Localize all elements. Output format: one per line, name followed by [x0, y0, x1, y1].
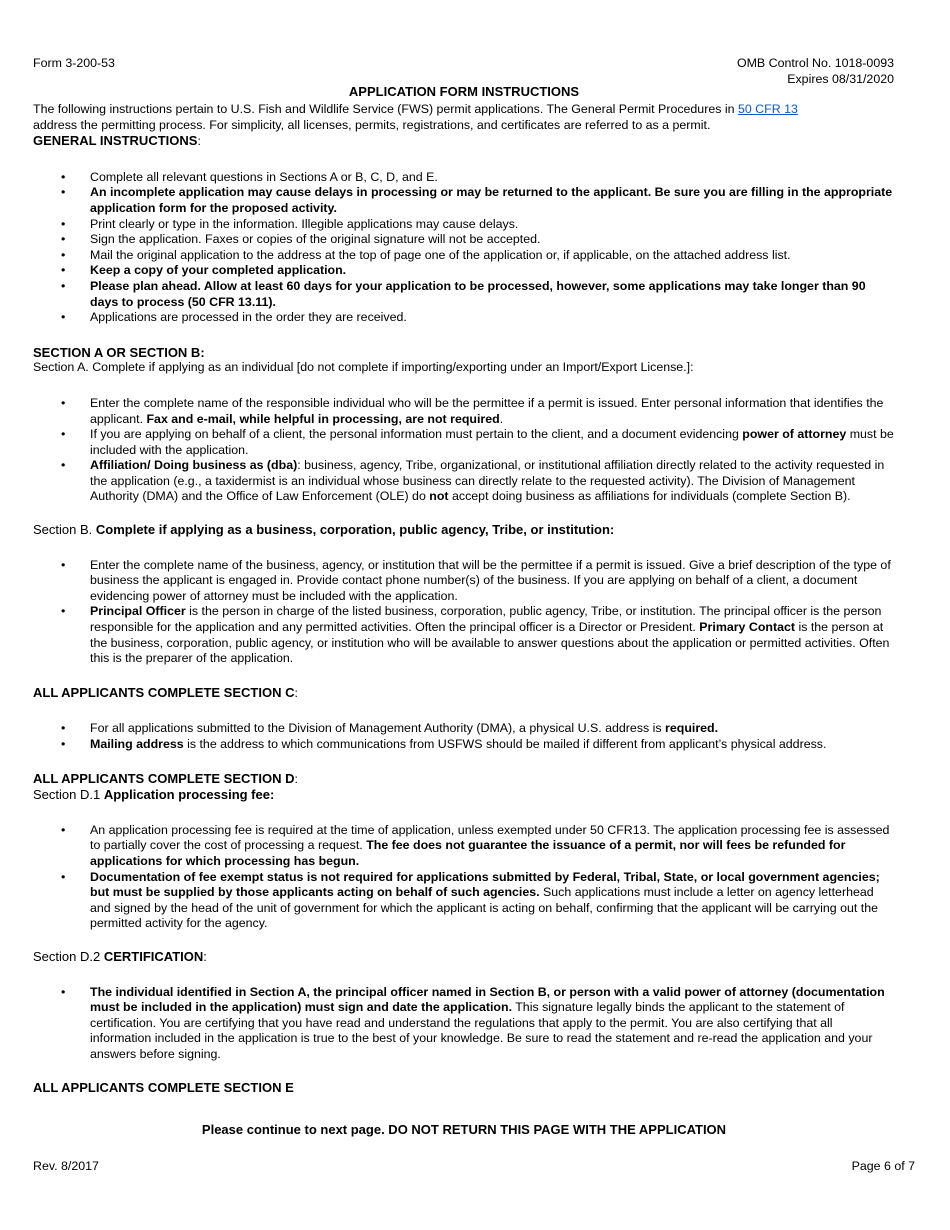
- text: is the person at the business, corporation, public agency, or institution who will be available to answer questions about the application or permitted activities. Often this is the preparer of the application.: [90, 620, 890, 666]
- text: If you are applying on behalf of a client, the personal information must pertain to the client, and a document evidencing: [90, 427, 743, 442]
- text: :: [294, 771, 298, 786]
- section-d1-heading: [33, 787, 895, 803]
- text-bold: ALL APPLICANTS COMPLETE SECTION D: [33, 770, 295, 786]
- text: is the person in charge of the listed business, corporation, public agency, Tribe, or institution. The principal officer is the person responsible for the application and any permitted activities. Often the principal officer is a Director or President.: [90, 604, 882, 635]
- text-bold: Primary Contact: [699, 620, 796, 635]
- text: must be included with the application.: [90, 427, 894, 457]
- text: Section B.: [33, 522, 96, 538]
- text: This signature legally binds the applicant to the statement of certification. You are certifying that you have read and understand the regulations that apply to the permit. You are also certifying that all information included in the application is true to the best of your knowledge. Be sure to read the statement and re-read the application and your answers before signing.: [90, 1000, 873, 1061]
- list-item: • Enter the complete name of the business, agency, or institution that will be the permittee if a permit is issued. Give a brief description of the type of business the applicant is engaged in. Provide contact phone number(s) of the business. If you are applying on behalf of a client, a document evidencing power of attorney must be included with the application.: [33, 558, 895, 605]
- section-e-heading: ALL APPLICANTS COMPLETE SECTION E: [33, 1079, 294, 1095]
- general-heading: [33, 133, 895, 150]
- intro-text-2: address the permitting process. For simplicity, all licenses, permits, registrations, and certificates are referred to as a permit.: [33, 117, 711, 132]
- text-bold: Complete if applying as a business, corporation, public agency, Tribe, or institution:: [95, 522, 615, 538]
- intro-text: The following instructions pertain to U.S. Fish and Wildlife Service (FWS) permit applications. The General Permit Procedures in: [33, 102, 738, 116]
- text-bold: Fax and e-mail, while helpful in processing, are not required: [146, 411, 500, 426]
- instructions-body: [33, 102, 895, 1095]
- list-item: • Print clearly or type in the information. Illegible applications may cause delays.: [33, 217, 895, 233]
- text: .: [499, 411, 504, 426]
- text-bold: Affiliation/ Doing business as (dba): [90, 458, 298, 473]
- section-c-list: [33, 721, 895, 752]
- text: is the address to which communications from USFWS should be mailed if different from applicant’s physical address.: [183, 737, 827, 751]
- form-number: Form 3-200-53: [33, 56, 115, 70]
- list-item: • Mail the original application to the address at the top of page one of the application or, if applicable, on the attached address list.: [33, 248, 895, 264]
- omb-block: [737, 56, 894, 87]
- text-bold: Documentation of fee exempt status is not required for applications submitted by Federal, Tribal, State, or local government agencies; but must be supplied by those applicants acting on behalf of such agencies.: [90, 869, 880, 900]
- section-c-heading: [33, 685, 895, 702]
- section-d1-list: [33, 823, 895, 932]
- section-a-list: [33, 396, 895, 505]
- list-item: [33, 263, 895, 279]
- list-item: • Complete all relevant questions in Sections A or B, C, D, and E.: [33, 170, 895, 186]
- section-a-line: Section A. Complete if applying as an individual [do not complete if importing/exporting under an Import/Export License.]:: [33, 360, 694, 375]
- text-bold: ALL APPLICANTS COMPLETE SECTION C: [33, 684, 295, 700]
- list-item: • Applications are processed in the order they are received.: [33, 310, 895, 326]
- omb-control-number: OMB Control No. 1018-0093: [736, 56, 894, 70]
- text: An application processing fee is required at the time of application, unless exempted under 50 CFR13. The application processing fee is assessed to partially cover the cost of processing a request.: [90, 822, 890, 853]
- text: Enter the complete name of the responsible individual who will be the permittee if a permit is issued. Enter personal information that identifies the applicant.: [90, 395, 884, 426]
- text-bold: not: [429, 489, 449, 504]
- text-bold: Principal Officer: [90, 604, 186, 619]
- cfr-link[interactable]: 50 CFR 13: [737, 102, 798, 116]
- list-item: [33, 985, 895, 1063]
- text-bold: Application processing fee:: [103, 787, 275, 803]
- text: Such applications must include a letter on agency letterhead and signed by the head of the unit of government for which the applicant is acting on behalf, confirming that the applicant will be carrying out the permitted activity for the agency.: [90, 885, 878, 931]
- general-heading-text: GENERAL INSTRUCTIONS: [33, 133, 198, 149]
- text: Section D.2: [33, 948, 104, 964]
- general-list: [33, 170, 895, 326]
- list-item-bold: An incomplete application may cause delays in processing or may be returned to the applicant. Be sure you are filling in the appropriate application form for the proposed activity.: [90, 185, 893, 215]
- list-item: [33, 458, 895, 505]
- list-item: [33, 823, 895, 870]
- text: :: [294, 685, 298, 700]
- text-bold: power of attorney: [742, 427, 847, 442]
- page-title: APPLICATION FORM INSTRUCTIONS: [348, 84, 580, 99]
- section-b-heading: [33, 522, 895, 538]
- list-item-bold: Keep a copy of your completed application.: [90, 263, 347, 278]
- list-item: [33, 427, 895, 458]
- text: For all applications submitted to the Division of Management Authority (DMA), a physical U.S. address is: [90, 721, 666, 736]
- section-d2-heading: [33, 949, 895, 965]
- section-ab-heading: SECTION A OR SECTION B:: [33, 344, 205, 360]
- page-number: Page 6 of 7: [851, 1159, 915, 1173]
- list-item: [33, 737, 895, 753]
- text: : business, agency, Tribe, organizational, or institutional affiliation directly related to the activity requested in the application (e.g., a taxidermist is an individual whose business can directly relate to the requested activity). The Division of Management Authority (DMA) and the Office of Law Enforcement (OLE) do: [90, 458, 885, 504]
- general-heading-colon: :: [197, 134, 201, 149]
- list-item: [33, 721, 895, 737]
- revision-label: Rev. 8/2017: [33, 1159, 99, 1173]
- text: :: [203, 948, 207, 964]
- expiration-date: Expires 08/31/2020: [787, 71, 894, 86]
- text-bold: Mailing address: [90, 737, 184, 751]
- list-item: [33, 604, 895, 666]
- list-item: [33, 279, 895, 310]
- list-item: [33, 396, 895, 427]
- text: accept doing business as affiliations for individuals (complete Section B).: [448, 489, 851, 504]
- section-b-list: [33, 558, 895, 667]
- text-bold: The fee does not guarantee the issuance of a permit, nor will fees be refunded for applications for which processing has begun.: [90, 838, 846, 868]
- list-item-bold: Please plan ahead. Allow at least 60 days for your application to be processed, however, some applications may take longer than 90 days to process (50 CFR 13.11).: [90, 278, 866, 309]
- text: Section D.1: [33, 787, 104, 803]
- intro-paragraph: [33, 102, 895, 133]
- section-d-heading: [33, 771, 895, 788]
- text-bold: The individual identified in Section A, the principal officer named in Section B, or person with a valid power of attorney (documentation must be included in the application) must sign and date the application.: [90, 984, 885, 1015]
- list-item: • Sign the application. Faxes or copies of the original signature will not be accepted.: [33, 232, 895, 248]
- list-item: [33, 870, 895, 932]
- text-bold: required.: [665, 721, 719, 736]
- section-d2-list: [33, 985, 895, 1063]
- continue-note: Please continue to next page. DO NOT RETURN THIS PAGE WITH THE APPLICATION: [201, 1122, 727, 1137]
- list-item: [33, 185, 895, 216]
- text-bold: CERTIFICATION: [103, 948, 204, 964]
